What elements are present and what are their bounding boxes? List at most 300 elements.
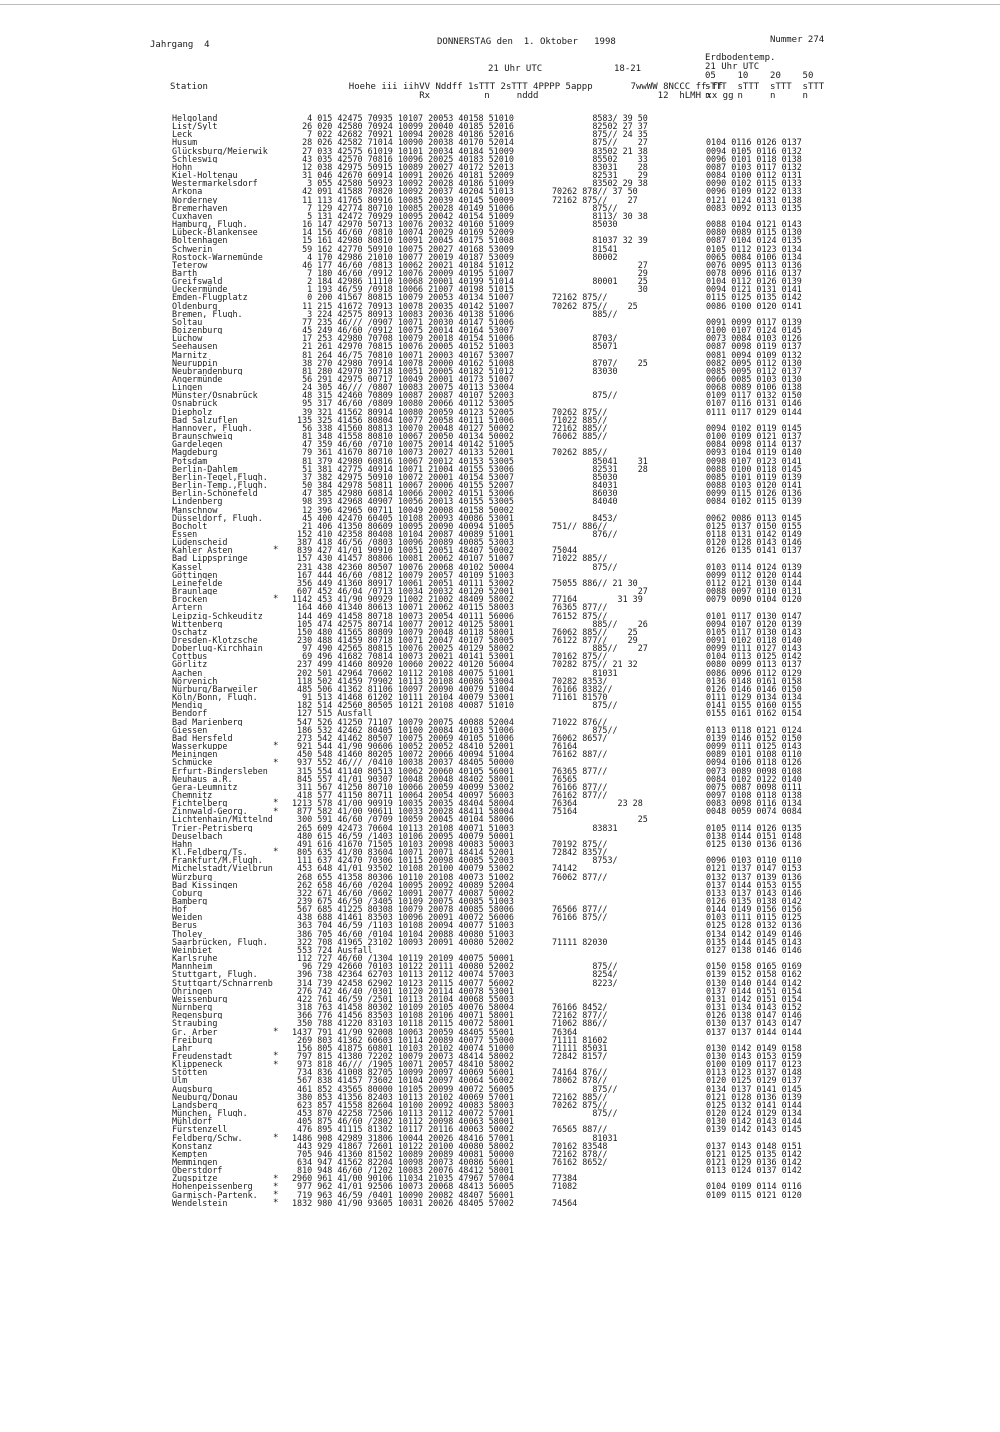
soil-temp-row: 0139 0146 0152 0150 <box>706 733 802 743</box>
group-row: 27 <box>552 587 648 596</box>
group-row <box>552 228 692 236</box>
soil-temp-row: 0094 0107 0120 0139 <box>706 619 802 628</box>
station-name: Zinnwald-Georg. <box>172 807 248 816</box>
observation-row: 37 382 42975 50910 10072 20001 40154 53007 <box>292 472 514 482</box>
observation-row: 450 548 41460 80205 10072 20066 40094 51004 <box>292 750 514 759</box>
group-row: 875// <box>552 391 618 400</box>
observation-row: 150 480 41565 80809 10079 20048 40118 58001 <box>292 627 514 636</box>
group-row: 76062 877// <box>552 872 608 881</box>
group-row: 70262 875// <box>552 1100 608 1110</box>
station-name: Deuselbach <box>172 831 223 840</box>
station-name: Kiel-Holtenau <box>172 171 238 180</box>
station-name: Helgoland <box>172 114 218 123</box>
soil-temp-row: 0132 0137 0139 0136 <box>706 872 802 881</box>
soil-temp-row: 0078 0096 0116 0137 <box>706 268 802 278</box>
soil-temp-row: 0073 0089 0098 0108 <box>706 766 802 775</box>
station-name: Göttingen <box>172 570 218 579</box>
observation-row: 268 655 41358 80306 10110 20108 40073 51002 <box>292 872 514 881</box>
group-row: 76364 23 28 <box>552 799 643 808</box>
observation-row: 547 526 41250 71107 10079 20075 40088 52004 <box>292 717 514 726</box>
observation-row: 31 046 42670 60914 10091 20026 40181 52009 <box>292 171 514 180</box>
group-row: 76062 885// 25 <box>552 627 638 636</box>
group-row: 76166 877// <box>552 782 608 791</box>
group-row: 25 <box>552 815 648 824</box>
observation-row: 1 193 46/59 /0918 10066 21007 40198 51015 <box>292 285 514 294</box>
observation-row: 237 499 41460 80920 10060 20022 40120 56004 <box>292 660 514 669</box>
observation-row: 7 180 46/60 /0912 10076 20009 40195 51007 <box>292 268 514 278</box>
soil-temp-row: 0120 0124 0129 0134 <box>706 1109 802 1118</box>
observation-row: 96 729 42660 70103 10122 20111 40080 52002 <box>292 962 514 971</box>
soil-temp-row: 0127 0138 0146 0146 <box>706 945 802 955</box>
station-name: Gardelegen <box>172 440 223 449</box>
soil-temp-row: 0073 0084 0103 0126 <box>706 334 802 343</box>
group-row: 875// <box>552 203 618 212</box>
group-row: 8453/ <box>552 513 618 522</box>
observation-row: 56 338 41560 80813 10070 20048 40127 50002 <box>292 423 514 433</box>
observation-row: 21 406 41350 80609 10095 20090 40094 51005 <box>292 521 514 530</box>
station-name: Zugspitze <box>172 1174 218 1183</box>
observation-row: 265 609 42473 70604 10113 20108 40071 51003 <box>292 823 514 832</box>
station-name: Lingen <box>172 383 203 392</box>
soil-temp-row: 0084 0102 0115 0139 <box>706 497 802 506</box>
station-name: Hohn <box>172 162 193 172</box>
observation-row: 314 739 42458 62902 10123 20115 40077 56002 <box>292 978 514 987</box>
group-row: 70262 885// <box>552 448 608 457</box>
soil-temp-row: 0080 0099 0113 0137 <box>706 660 802 669</box>
obs-time-label: 21 Uhr UTC <box>488 64 543 74</box>
group-row: 875// <box>552 701 618 710</box>
observation-row: 567 838 41457 73602 10104 20097 40064 56002 <box>292 1076 514 1085</box>
station-name: Düsseldorf, Flugh. <box>172 513 263 522</box>
observation-row: 734 836 41008 82705 10099 20097 40069 56001 <box>292 1068 514 1077</box>
group-row: 8753/ <box>552 856 618 865</box>
soil-temp-row: 0111 0117 0129 0144 <box>706 407 802 416</box>
volume-label: Jahrgang 4 <box>150 40 210 50</box>
group-row: 82531 28 <box>552 464 648 473</box>
group-row <box>552 758 692 766</box>
soil-temp-row: 0105 0114 0126 0135 <box>706 823 802 832</box>
station-name: Berlin-Tegel,Flugh. <box>172 472 268 482</box>
group-row: 81031 <box>552 1133 618 1142</box>
observation-row: 15 161 42980 80810 10091 20045 40175 51008 <box>292 236 514 245</box>
observation-row: 634 947 41562 82204 10098 20073 40086 56001 <box>292 1158 514 1167</box>
group-row <box>552 946 692 954</box>
station-name: Stuttgart/Schnarrenb <box>172 978 273 987</box>
observation-row: 3 224 42575 80913 10083 20036 40138 51006 <box>292 309 514 318</box>
observation-row: 438 688 41461 83503 10096 20091 40072 56006 <box>292 913 514 922</box>
soil-temp-row: 0107 0116 0131 0146 <box>706 399 802 408</box>
soil-temp-row: 0091 0102 0118 0140 <box>706 636 802 645</box>
soil-temp-row: 0112 0121 0130 0144 <box>706 578 802 588</box>
soil-temp-row: 0088 0104 0121 0143 <box>706 220 802 229</box>
observation-row: 396 738 42364 62703 10113 20112 40074 57003 <box>292 970 514 979</box>
soil-temp-row: 0076 0095 0113 0136 <box>706 260 802 269</box>
observation-row: 973 818 46/// /1905 10071 20057 48410 58002 <box>292 1060 514 1069</box>
group-codes-column <box>552 114 692 1207</box>
soil-temp-row <box>706 506 866 514</box>
station-name: Rostock-Warnemünde <box>172 252 263 261</box>
station-name: Kahler Asten <box>172 546 233 555</box>
observation-row: 607 452 46/04 /0713 10034 20032 40120 52001 <box>292 587 514 596</box>
group-row: 83831 <box>552 823 618 832</box>
soil-temp-row: 0068 0089 0106 0138 <box>706 383 802 392</box>
group-row: 71111 82030 <box>552 937 608 946</box>
observation-row: 443 929 41867 72601 10122 20100 40080 58002 <box>292 1141 514 1150</box>
soil-temp-row: 0130 0137 0143 0147 <box>706 1019 802 1028</box>
group-row: 74564 <box>552 1198 578 1207</box>
group-row <box>552 921 692 929</box>
soil-temp-col-subheader: n n n n <box>705 91 808 101</box>
observation-row: 48 315 42460 70809 10087 20087 40107 52003 <box>292 391 514 400</box>
soil-temp-row <box>706 848 866 856</box>
observation-row: 182 514 42560 80505 10121 20108 40087 51010 <box>292 701 514 710</box>
observation-codes-column <box>292 114 524 1207</box>
soil-temp-row: 0088 0100 0118 0145 <box>706 464 802 473</box>
soil-temp-row: 0084 0102 0122 0140 <box>706 774 802 783</box>
station-name: Karlsruhe <box>172 954 218 963</box>
group-row: 85502 33 <box>552 154 648 163</box>
group-row: 72842 8157/ <box>552 1051 608 1061</box>
soil-temp-row: 0079 0090 0104 0120 <box>706 595 802 604</box>
station-name: Berlin-Temp.,Flugh. <box>172 481 268 490</box>
group-row: 75164 <box>552 807 578 816</box>
group-row <box>552 351 692 359</box>
station-name: Potsdam <box>172 456 208 465</box>
soil-temp-row: 0091 0099 0117 0139 <box>706 317 802 327</box>
group-row: 72842 8357/ <box>552 848 608 857</box>
group-row: 83502 29 38 <box>552 179 648 188</box>
group-row: 76162 877// <box>552 790 608 800</box>
observation-row: 380 853 41356 82403 10113 20102 40069 57001 <box>292 1092 514 1101</box>
group-row <box>552 897 692 905</box>
group-row: 72162 875// <box>552 293 608 302</box>
station-name: Gera-Leumnitz <box>172 782 238 791</box>
observation-row: 11 215 41672 70913 10078 20035 40142 51007 <box>292 301 514 310</box>
observation-row: 97 490 42565 80815 10076 20025 40129 58002 <box>292 644 514 653</box>
group-row <box>552 318 692 326</box>
station-name: Fürstenzell <box>172 1125 228 1134</box>
observation-row: 1437 791 41/90 92008 10063 20059 48405 55001 <box>292 1027 514 1036</box>
station-name: Stuttgart, Flugh. <box>172 970 258 979</box>
observation-row: 937 552 46/// /0410 10038 20037 48405 50000 <box>292 758 514 767</box>
station-name: Leinefelde <box>172 578 223 588</box>
soil-temp-row: 0130 0142 0149 0158 <box>706 1043 802 1052</box>
soil-temp-row: 0144 0149 0156 0156 <box>706 905 802 914</box>
station-name: Braunschweig <box>172 432 233 441</box>
station-name: Boizenburg <box>172 326 223 335</box>
soil-temp-row: 0062 0086 0113 0145 <box>706 513 802 522</box>
soil-temp-row <box>706 114 866 122</box>
observation-row: 845 557 41/01 90307 10048 20048 48402 58001 <box>292 774 514 783</box>
soil-temp-row: 0080 0089 0115 0130 <box>706 228 802 237</box>
station-name: Greifswald <box>172 277 223 286</box>
soil-temp-row: 0125 0132 0141 0144 <box>706 1100 802 1110</box>
soil-temp-row: 0138 0144 0151 0148 <box>706 831 802 840</box>
soil-temp-time: 21 Uhr UTC <box>705 62 760 72</box>
observation-row: 28 026 42582 71014 10090 20038 40170 52014 <box>292 138 514 147</box>
station-name: Leipzig-Schkeuditz <box>172 611 263 620</box>
group-row: 76365 877// <box>552 603 608 612</box>
soil-temp-row: 0139 0152 0158 0162 <box>706 970 802 979</box>
group-row <box>552 440 692 448</box>
soil-temp-row: 0115 0125 0135 0142 <box>706 293 802 302</box>
observation-row: 152 410 42358 80408 10104 20087 40089 51001 <box>292 529 514 539</box>
group-row: 84031 <box>552 481 618 490</box>
observation-row: 164 460 41340 80613 10071 20062 40115 58003 <box>292 603 514 612</box>
observation-row: 156 805 41875 60801 10103 20102 40074 51000 <box>292 1043 514 1052</box>
station-name: Schmücke <box>172 758 213 767</box>
station-name: Osnabrück <box>172 399 218 408</box>
soil-temperature-column <box>706 114 866 1199</box>
station-name: Lüdenscheid <box>172 538 228 547</box>
group-row <box>552 571 692 579</box>
soil-temp-row <box>706 212 866 220</box>
station-name: Brocken <box>172 595 208 604</box>
station-name: Aachen <box>172 668 203 677</box>
group-row: 71111 85031 <box>552 1043 608 1052</box>
observation-row: 14 156 46/60 /0810 10074 20029 40169 52009 <box>292 228 514 237</box>
group-row: 70262 878// 37 50 <box>552 187 638 196</box>
soil-temp-row: 0088 0097 0110 0131 <box>706 587 802 596</box>
station-name: Würzburg <box>172 872 213 881</box>
soil-temp-row: 0094 0102 0119 0145 <box>706 423 802 433</box>
observation-row: 12 396 42965 00711 10049 20008 40158 50002 <box>292 505 514 514</box>
group-row: 76365 877// <box>552 766 608 775</box>
soil-temp-row: 0086 0100 0120 0141 <box>706 301 802 310</box>
mountain-station-marker: * <box>273 1026 279 1037</box>
mountain-station-marker: * <box>273 1198 279 1209</box>
soil-temp-row: 0085 0095 0112 0137 <box>706 366 802 375</box>
station-name: Mendig <box>172 701 203 710</box>
observation-row: 231 438 42360 80507 10076 20068 40102 50004 <box>292 562 514 571</box>
station-name: Michelstadt/Vielbrun <box>172 864 273 873</box>
soil-temp-row: 0126 0135 0138 0142 <box>706 897 802 906</box>
mountain-station-marker: * <box>273 798 279 809</box>
observation-row: 81 379 42980 60816 10067 20012 40153 53005 <box>292 456 514 465</box>
soil-temp-row: 0099 0112 0120 0144 <box>706 570 802 579</box>
observation-row: 24 305 46/// /0807 10083 20075 40113 53004 <box>292 383 514 392</box>
station-name: Dresden-Klotzsche <box>172 636 258 645</box>
group-row: 83030 <box>552 366 618 375</box>
soil-temp-row: 0099 0111 0127 0143 <box>706 644 802 653</box>
group-row: 76162 887// <box>552 750 608 759</box>
soil-temp-row: 0075 0087 0098 0111 <box>706 782 802 791</box>
group-row: 76565 <box>552 774 578 783</box>
group-row: 84040 <box>552 497 618 506</box>
station-name: Oschatz <box>172 627 208 636</box>
observation-row: 315 554 41140 80513 10062 20060 40105 56001 <box>292 766 514 775</box>
observation-row: 1213 578 41/00 90919 10035 20035 48404 58004 <box>292 799 514 808</box>
soil-temp-row: 0109 0117 0132 0150 <box>706 391 802 400</box>
station-name: Freiburg <box>172 1035 213 1044</box>
date-label: DONNERSTAG den 1. Oktober 1998 <box>437 37 616 47</box>
station-name: Cottbus <box>172 652 208 661</box>
observation-row: 1142 453 41/90 90929 11002 21002 48409 58002 <box>292 595 514 604</box>
observation-row: 16 147 42970 50713 10076 20032 40160 51009 <box>292 220 514 229</box>
observation-row: 112 727 46/60 /1304 10119 20109 40075 50001 <box>292 954 514 963</box>
observation-row: 202 501 42964 70602 10112 20108 40075 51001 <box>292 668 514 677</box>
station-name: Doberlug-Kirchhain <box>172 644 263 653</box>
soil-temp-row <box>706 718 866 726</box>
observation-row: 98 393 42968 40907 10056 20013 40155 53005 <box>292 497 514 506</box>
issue-number: Nummer 274 <box>770 35 825 45</box>
soil-temp-row: 0113 0124 0137 0142 <box>706 1166 802 1175</box>
soil-temp-row: 0104 0113 0125 0142 <box>706 652 802 661</box>
group-row: 885// 27 <box>552 644 648 653</box>
soil-temp-row: 0100 0107 0124 0145 <box>706 326 802 335</box>
station-name: Seehausen <box>172 342 218 351</box>
station-name: Hof <box>172 905 188 914</box>
soil-temp-row: 0094 0105 0116 0132 <box>706 146 802 155</box>
soil-temp-row: 0130 0143 0153 0159 <box>706 1051 802 1061</box>
soil-temp-row: 0111 0129 0134 0134 <box>706 693 802 702</box>
soil-temp-row: 0109 0115 0121 0120 <box>706 1190 802 1199</box>
soil-temp-row: 0125 0137 0150 0155 <box>706 521 802 530</box>
station-name: Boltenhagen <box>172 236 228 245</box>
soil-temp-row: 0141 0155 0160 0155 <box>706 701 802 710</box>
observation-row: 81 348 41558 80810 10067 20050 40134 50002 <box>292 432 514 441</box>
observation-row: 17 253 42980 70708 10079 20018 40154 51006 <box>292 334 514 343</box>
observation-row: 461 852 43565 80000 10105 20099 40072 56005 <box>292 1084 514 1093</box>
soil-temp-row: 0105 0117 0130 0143 <box>706 627 802 636</box>
observation-row: 81 280 42970 30718 10051 20005 40182 51012 <box>292 366 514 375</box>
observation-row: 405 875 46/60 /2802 10112 20098 40063 58001 <box>292 1117 514 1126</box>
group-row: 875// <box>552 562 618 571</box>
group-row: 83502 21 38 <box>552 146 648 155</box>
group-row: 74142 <box>552 864 578 873</box>
station-name: Trier-Petrisberg <box>172 823 253 832</box>
observation-row: 719 963 46/59 /0401 10090 20082 48407 56001 <box>292 1190 514 1199</box>
observation-row: 262 658 46/60 /0204 10095 20092 40089 52004 <box>292 880 514 889</box>
station-name: Frankfurt/M.Flugh. <box>172 856 263 865</box>
station-name: Giessen <box>172 725 208 734</box>
group-row: 8583/ 39 50 <box>552 114 648 123</box>
station-name: Memmingen <box>172 1158 218 1167</box>
observation-row: 273 542 41462 80507 10075 20069 40105 51006 <box>292 733 514 743</box>
group-row: 70282 875// 21 32 <box>552 660 638 669</box>
soil-temp-row: 0084 0100 0112 0131 <box>706 171 802 180</box>
station-name: Neuburg/Donau <box>172 1092 238 1101</box>
column-subheader: Rx n nddd 12 hLMH xx gg <box>170 91 734 101</box>
observation-row: 51 381 42775 40914 10071 21004 40155 53006 <box>292 464 514 473</box>
group-row: 70192 875// <box>552 839 608 849</box>
observation-row: 12 038 42975 50915 10089 20027 40172 52013 <box>292 162 514 172</box>
soil-temp-row: 0126 0138 0147 0146 <box>706 1011 802 1020</box>
group-row: 71082 <box>552 1182 578 1191</box>
observation-row: 167 444 46/60 /0812 10079 20057 40109 51003 <box>292 570 514 579</box>
station-name: Neubrandenburg <box>172 366 243 375</box>
soil-temp-row <box>706 1174 866 1182</box>
soil-temp-depths: 05 10 20 50 <box>705 71 814 81</box>
observation-row: 322 671 46/60 /0602 10091 20077 40087 50002 <box>292 888 514 897</box>
soil-temp-row: 0088 0103 0120 0141 <box>706 481 802 490</box>
station-name: Augsburg <box>172 1084 213 1093</box>
group-row <box>552 881 692 889</box>
station-name: Schwerin <box>172 244 213 253</box>
station-name: Konstanz <box>172 1141 213 1150</box>
station-name: Bamberg <box>172 897 208 906</box>
soil-temp-row: 0137 0144 0153 0155 <box>706 880 802 889</box>
soil-temp-row: 0096 0103 0110 0110 <box>706 856 802 865</box>
group-row: 875// <box>552 1084 618 1093</box>
observation-row: 7 129 42774 80710 10085 20028 40149 51006 <box>292 203 514 212</box>
observation-row: 95 317 46/60 /0809 10080 20066 40112 53005 <box>292 399 514 408</box>
station-name: Husum <box>172 138 198 147</box>
station-name: Bocholt <box>172 521 208 530</box>
observation-row: 1832 980 41/90 93605 10031 20026 48405 57002 <box>292 1198 514 1207</box>
station-name: Hohenpeissenberg <box>172 1182 253 1191</box>
soil-temp-row <box>706 1134 866 1142</box>
soil-temp-row: 0136 0148 0161 0158 <box>706 676 802 685</box>
observation-row: 322 708 41965 23102 10093 20091 40080 52002 <box>292 937 514 946</box>
station-name: Lichtenhain/Mittelnd <box>172 815 273 824</box>
soil-temp-row: 0137 0144 0151 0154 <box>706 986 802 995</box>
observation-row: 39 321 41562 80914 10080 20059 40123 52005 <box>292 407 514 416</box>
observation-row: 797 815 41380 72202 10079 20073 48414 58002 <box>292 1051 514 1061</box>
group-row: 74164 876// <box>552 1068 608 1077</box>
group-row <box>552 832 692 840</box>
group-row: 85030 <box>552 472 618 482</box>
observation-row: 77 235 46/// /0907 10071 20030 40147 51006 <box>292 317 514 327</box>
group-row: 70262 875// <box>552 407 608 416</box>
observation-row: 111 637 42470 70306 10115 20098 40085 52003 <box>292 856 514 865</box>
station-name: Leck <box>172 130 193 139</box>
station-name: Straubing <box>172 1019 218 1028</box>
soil-temp-row: 0125 0130 0136 0136 <box>706 839 802 849</box>
station-name: Gr. Arber <box>172 1027 218 1036</box>
observation-row: 7 022 42682 70921 10094 20028 40186 52016 <box>292 130 514 139</box>
group-row: 875// 24 35 <box>552 130 648 139</box>
group-row: 85041 31 <box>552 456 648 465</box>
group-row: 8703/ <box>552 334 618 343</box>
group-row: 70162 83548 <box>552 1141 608 1150</box>
observation-row: 311 567 41250 80710 10066 20059 40099 53002 <box>292 782 514 791</box>
soil-temp-row: 0085 0101 0119 0139 <box>706 472 802 482</box>
station-name: Kl.Feldberg/Ts. <box>172 848 248 857</box>
observation-row: 127 515 Ausfall <box>292 709 373 718</box>
soil-temp-row: 0126 0135 0141 0137 <box>706 546 802 555</box>
soil-temp-row: 0118 0131 0142 0149 <box>706 529 802 539</box>
mountain-station-marker: * <box>273 1173 279 1184</box>
observation-row: 239 675 46/50 /3405 10109 20075 40085 51003 <box>292 897 514 906</box>
observation-row: 47 385 42980 60814 10066 20002 40151 53006 <box>292 489 514 498</box>
observation-row: 81 264 46/75 70810 10071 20003 40167 53007 <box>292 350 514 359</box>
observation-row: 0 200 41567 80815 10079 20053 40134 51007 <box>292 293 514 302</box>
observation-row: 422 761 46/59 /2501 10113 20104 40068 55003 <box>292 994 514 1004</box>
observation-row: 4 170 42986 21010 10077 20019 40187 53009 <box>292 252 514 261</box>
group-row: 875// <box>552 962 618 971</box>
group-row <box>552 954 692 962</box>
mountain-station-marker: * <box>273 741 279 752</box>
observation-row: 91 513 41468 61202 10111 20104 40079 53001 <box>292 693 514 702</box>
soil-temp-row: 0098 0107 0123 0141 <box>706 456 802 465</box>
observation-row: 350 788 41220 83103 10118 20115 40072 58001 <box>292 1019 514 1028</box>
soil-temp-row: 0094 0121 0131 0141 <box>706 285 802 294</box>
soil-temp-row: 0087 0104 0124 0135 <box>706 236 802 245</box>
station-name: Weiden <box>172 913 203 922</box>
observation-row: 45 249 46/60 /0912 10075 20014 40164 53007 <box>292 326 514 335</box>
group-row <box>552 995 692 1003</box>
observation-row: 186 532 42462 80405 10100 20084 40103 51006 <box>292 725 514 734</box>
soil-temp-row: 0104 0116 0126 0137 <box>706 138 802 147</box>
observation-row: 356 449 41360 80917 10061 20051 40111 53002 <box>292 578 514 588</box>
station-name: Bad Hersfeld <box>172 733 233 743</box>
station-name: Ueckermünde <box>172 285 228 294</box>
group-row: 82531 29 <box>552 171 648 180</box>
station-name: Lahr <box>172 1043 193 1052</box>
soil-temp-col-header: sTTT sTTT sTTT sTTT <box>705 82 825 92</box>
station-name: Barth <box>172 268 198 278</box>
